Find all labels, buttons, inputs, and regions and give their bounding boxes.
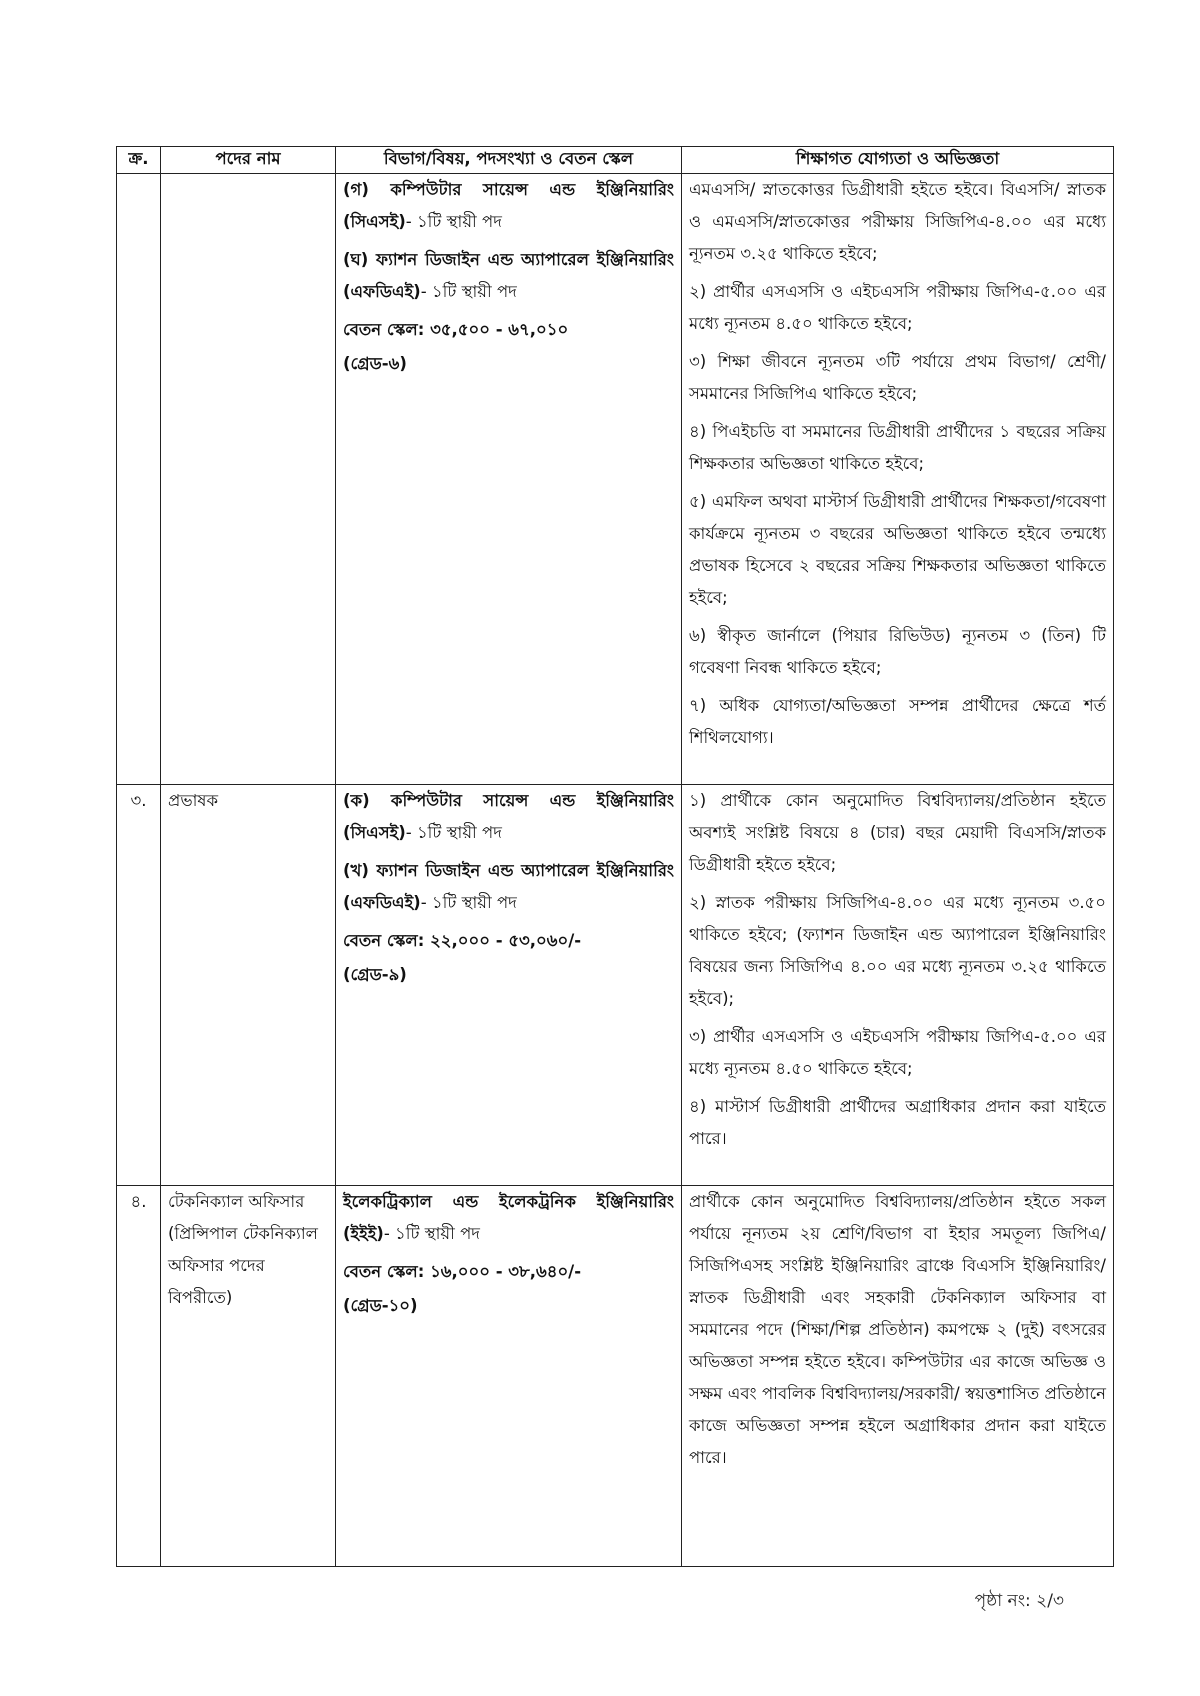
qualification-cell — [682, 1186, 1114, 1567]
table-header-row — [117, 147, 1114, 174]
department-label: ইলেকট্রিক্যাল এন্ড ইলেকট্রনিক ইঞ্জিনিয়ারিং (ইইই) — [343, 1192, 674, 1243]
header-qualification: শিক্ষাগত যোগ্যতা ও অভিজ্ঞতা — [682, 147, 1114, 174]
department-cell — [336, 174, 682, 785]
table-row — [117, 785, 1114, 1186]
qualification-item: ৪) পিএইচডি বা সমমানের ডিগ্রীধারী প্রার্থীদের ১ বছরের সক্রিয় শিক্ষকতার অভিজ্ঞতা থাকিতে হইবে; — [689, 422, 1106, 473]
serial-cell — [117, 174, 161, 785]
pay-grade: (গ্রেড-৬) — [343, 354, 407, 373]
qualification-item: ৩) প্রার্থীর এসএসসি ও এইচএসসি পরীক্ষায় জিপিএ-৫.০০ এর মধ্যে ন্যূনতম ৪.৫০ থাকিতে হইবে; — [689, 1027, 1106, 1078]
department-cell — [336, 785, 682, 1186]
department-item — [343, 174, 674, 238]
header-post-name: পদের নাম — [161, 147, 336, 174]
pay-scale — [343, 314, 674, 346]
pay-scale-label: বেতন স্কেল: — [343, 1262, 425, 1281]
post-count: - ১টি স্থায়ী পদ — [405, 212, 502, 231]
qualification-item: প্রার্থীকে কোন অনুমোদিত বিশ্ববিদ্যালয়/প্রতিষ্ঠান হইতে সকল পর্যায়ে নূন্যতম ২য় শ্রেণি/বিভাগ বা ইহার সমতূল্য জিপিএ/ সিজিপিএসহ সংশ্লিষ্ট ইঞ্জিনিয়ারিং ব্রাঞ্চে বিএসসি ইঞ্জিনিয়ারিং/ স্নাতক ডিগ্রীধারী এবং সহকারী টেকনিক্যাল অফিসার বা সমমানের পদে (শিক্ষা/শিল্প প্রতিষ্ঠান) কমপক্ষে ২ (দুই) বৎসরের অভিজ্ঞতা সম্পন্ন হইতে হইবে। কম্পিউটার এর কাজে অভিজ্ঞ ও সক্ষম এবং পাবলিক বিশ্ববিদ্যালয়/সরকারী/ স্বয়ত্তশাসিত প্রতিষ্ঠানে কাজে অভিজ্ঞতা সম্পন্ন হইলে অগ্রাধিকার প্রদান করা যাইতে পারে। — [689, 1192, 1106, 1467]
qualification-item: এমএসসি/ স্নাতকোত্তর ডিগ্রীধারী হইতে হইবে। বিএসসি/ স্নাতক ও এমএসসি/স্নাতকোত্তর পরীক্ষায় সিজিপিএ-৪.০০ এর মধ্যে ন্যূনতম ৩.২৫ থাকিতে হইবে; — [689, 180, 1106, 263]
pay-scale-value: ১৬,০০০ - ৩৮,৬৪০/- — [430, 1262, 582, 1281]
department-item — [343, 1186, 674, 1250]
pay-grade: (গ্রেড-৯) — [343, 965, 407, 984]
qualification-item: ২) প্রার্থীর এসএসসি ও এইচএসসি পরীক্ষায় জিপিএ-৫.০০ এর মধ্যে ন্যূনতম ৪.৫০ থাকিতে হইবে; — [689, 282, 1106, 333]
post-name-cell — [161, 174, 336, 785]
pay-scale-label: বেতন স্কেল: — [343, 320, 425, 339]
department-label: (ঘ) ফ্যাশন ডিজাইন এন্ড অ্যাপারেল ইঞ্জিনিয়ারিং (এফডিএই) — [343, 250, 674, 301]
qualification-item: ১) প্রার্থীকে কোন অনুমোদিত বিশ্ববিদ্যালয়/প্রতিষ্ঠান হইতে অবশ্যই সংশ্লিষ্ট বিষয়ে ৪ (চার) বছর মেয়াদী বিএসসি/স্নাতক ডিগ্রীধারী হইতে হইবে; — [689, 791, 1106, 874]
table-row — [117, 174, 1114, 785]
job-circular-table — [116, 146, 1114, 1567]
department-item — [343, 785, 674, 849]
page-number: পৃষ্ঠা নং: ২/৩ — [974, 1591, 1064, 1611]
qualification-item: ৬) স্বীকৃত জার্নালে (পিয়ার রিভিউড) ন্যূনতম ৩ (তিন) টি গবেষণা নিবন্ধ থাকিতে হইবে; — [689, 626, 1106, 677]
post-name-cell: টেকনিক্যাল অফিসার (প্রিন্সিপাল টেকনিক্যাল অফিসার পদের বিপরীতে) — [161, 1186, 336, 1567]
qualification-item: ৫) এমফিল অথবা মাস্টার্স ডিগ্রীধারী প্রার্থীদের শিক্ষকতা/গবেষণা কার্যক্রমে ন্যূনতম ৩ বছরের অভিজ্ঞতা থাকিতে হইবে তন্মধ্যে প্রভাষক হিসেবে ২ বছরের সক্রিয় শিক্ষকতার অভিজ্ঞতা থাকিতে হইবে; — [689, 492, 1106, 607]
qualification-item: ২) স্নাতক পরীক্ষায় সিজিপিএ-৪.০০ এর মধ্যে ন্যূনতম ৩.৫০ থাকিতে হইবে; (ফ্যাশন ডিজাইন এন্ড অ্যাপারেল ইঞ্জিনিয়ারিং বিষয়ের জন্য সিজিপিএ ৪.০০ এর মধ্যে ন্যূনতম ৩.২৫ থাকিতে হইবে); — [689, 893, 1106, 1008]
pay-scale — [343, 925, 674, 957]
pay-scale-label: বেতন স্কেল: — [343, 931, 425, 950]
post-count: - ১টি স্থায়ী পদ — [405, 823, 502, 842]
qualification-cell — [682, 174, 1114, 785]
department-item — [343, 244, 674, 308]
pay-scale — [343, 1256, 674, 1288]
header-serial: ক্র. — [117, 147, 161, 174]
department-label: (ক) কম্পিউটার সায়েন্স এন্ড ইঞ্জিনিয়ারিং (সিএসই) — [343, 791, 674, 842]
department-item — [343, 855, 674, 919]
department-label: (গ) কম্পিউটার সায়েন্স এন্ড ইঞ্জিনিয়ারিং (সিএসই) — [343, 180, 674, 231]
qualification-cell — [682, 785, 1114, 1186]
qualification-item: ৭) অধিক যোগ্যতা/অভিজ্ঞতা সম্পন্ন প্রার্থীদের ক্ষেত্রে শর্ত শিথিলযোগ্য। — [689, 696, 1106, 747]
pay-scale-value: ৩৫,৫০০ - ৬৭,০১০ — [430, 320, 569, 339]
post-name-cell: প্রভাষক — [161, 785, 336, 1186]
qualification-item: ৪) মাস্টার্স ডিগ্রীধারী প্রার্থীদের অগ্রাধিকার প্রদান করা যাইতে পারে। — [689, 1097, 1106, 1148]
qualification-item: ৩) শিক্ষা জীবনে ন্যূনতম ৩টি পর্যায়ে প্রথম বিভাগ/ শ্রেণী/সমমানের সিজিপিএ থাকিতে হইবে; — [689, 352, 1106, 403]
department-cell — [336, 1186, 682, 1567]
post-count: - ১টি স্থায়ী পদ — [420, 282, 517, 301]
post-count: - ১টি স্থায়ী পদ — [383, 1224, 480, 1243]
pay-grade: (গ্রেড-১০) — [343, 1296, 418, 1315]
serial-cell: ৩. — [117, 785, 161, 1186]
header-department: বিভাগ/বিষয়, পদসংখ্যা ও বেতন স্কেল — [336, 147, 682, 174]
pay-scale-value: ২২,০০০ - ৫৩,০৬০/- — [430, 931, 582, 950]
post-count: - ১টি স্থায়ী পদ — [420, 893, 517, 912]
serial-cell: ৪. — [117, 1186, 161, 1567]
table-row — [117, 1186, 1114, 1567]
department-label: (খ) ফ্যাশন ডিজাইন এন্ড অ্যাপারেল ইঞ্জিনিয়ারিং (এফডিএই) — [343, 861, 674, 912]
